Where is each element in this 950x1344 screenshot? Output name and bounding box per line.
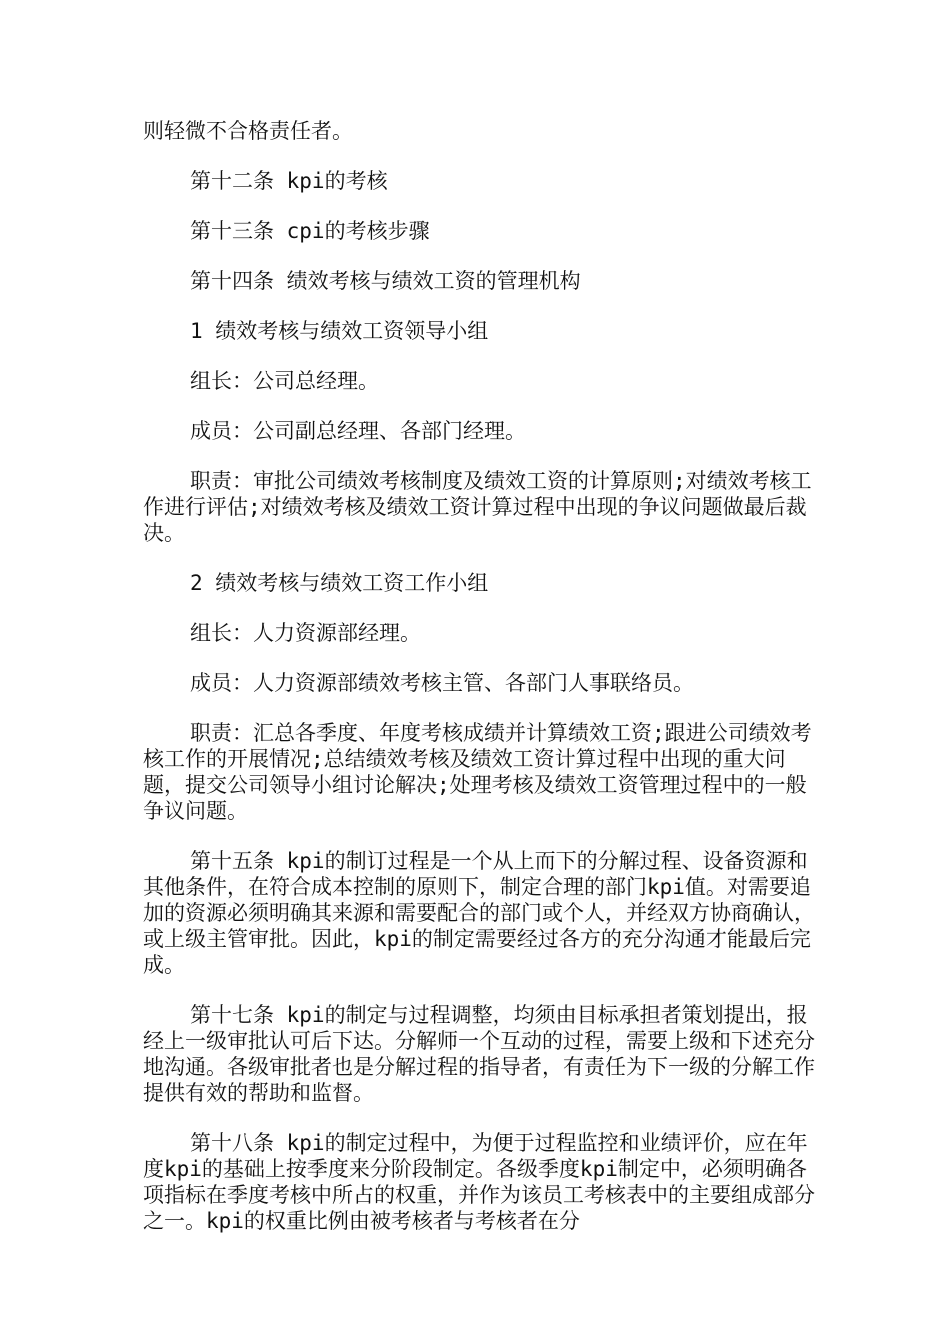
article-15-paragraph: 第十五条 kpi的制订过程是一个从上而下的分解过程、设备资源和其他条件，在符合成本控制的原则下，制定合理的部门kpi值。对需要追加的资源必须明确其来源和需要配合的部门或个人，并经双方协商确认，或上级主管审批。因此，kpi的制定需要经过各方的充分沟通才能最后完成。 <box>143 849 815 977</box>
article-13-heading: 第十三条 cpi的考核步骤 <box>190 219 430 243</box>
leader-group-members: 成员：公司副总经理、各部门经理。 <box>190 419 526 443</box>
article-18-paragraph: 第十八条 kpi的制定过程中，为便于过程监控和业绩评价，应在年度kpi的基础上按季度来分阶段制定。各级季度kpi制定中，必须明确各项指标在季度考核中所占的权重，并作为该员工考核表中的主要组成部分之一。kpi的权重比例由被考核者与考核者在分 <box>143 1131 815 1233</box>
leader-group-duties: 职责：审批公司绩效考核制度及绩效工资的计算原则;对绩效考核工作进行评估;对绩效考核及绩效工资计算过程中出现的争议问题做最后裁决。 <box>143 469 812 545</box>
leader-group-head: 组长：公司总经理。 <box>190 369 379 393</box>
article-17-paragraph: 第十七条 kpi的制定与过程调整，均须由目标承担者策划提出，报经上一级审批认可后下达。分解师一个互动的过程，需要上级和下述充分地沟通。各级审批者也是分解过程的指导者，有责任为下一级的分解工作提供有效的帮助和监督。 <box>143 1003 815 1105</box>
article-12-heading: 第十二条 kpi的考核 <box>190 169 388 193</box>
document-body <box>143 118 815 1258</box>
paragraph-continuation: 则轻微不合格责任者。 <box>143 119 353 143</box>
work-group-duties: 职责：汇总各季度、年度考核成绩并计算绩效工资;跟进公司绩效考核工作的开展情况;总结绩效考核及绩效工资计算过程中出现的重大问题，提交公司领导小组讨论解决;处理考核及绩效工资管理过程中的一般争议问题。 <box>143 721 812 823</box>
article-14-heading: 第十四条 绩效考核与绩效工资的管理机构 <box>190 269 581 293</box>
section-2-heading: 2 绩效考核与绩效工资工作小组 <box>190 571 489 595</box>
work-group-members: 成员：人力资源部绩效考核主管、各部门人事联络员。 <box>190 671 694 695</box>
work-group-head: 组长：人力资源部经理。 <box>190 621 421 645</box>
section-1-heading: 1 绩效考核与绩效工资领导小组 <box>190 319 489 343</box>
